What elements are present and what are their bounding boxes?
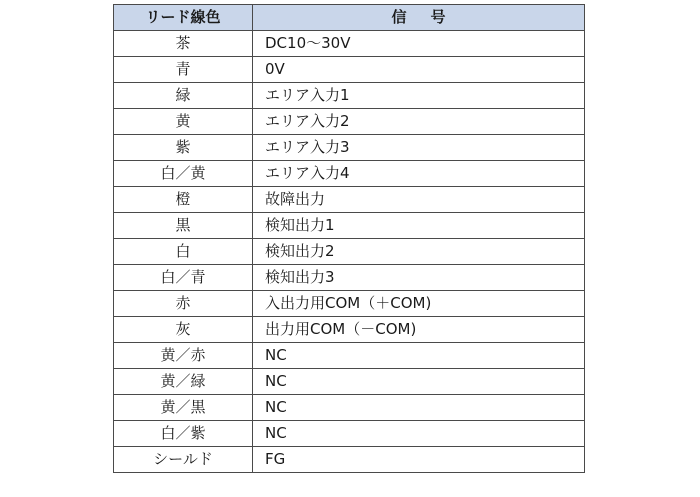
signal-cell: NC — [253, 395, 585, 421]
signal-cell: 検知出力1 — [253, 213, 585, 239]
lead-color-cell: 白 — [114, 239, 253, 265]
lead-color-cell: 灰 — [114, 317, 253, 343]
table-row — [114, 31, 585, 57]
lead-color-cell: 黄／黒 — [114, 395, 253, 421]
table-body — [114, 31, 585, 473]
table-row — [114, 187, 585, 213]
signal-cell: エリア入力1 — [253, 83, 585, 109]
lead-color-cell: 青 — [114, 57, 253, 83]
signal-cell: エリア入力2 — [253, 109, 585, 135]
table-row — [114, 109, 585, 135]
lead-color-cell: 黄／赤 — [114, 343, 253, 369]
table-header — [114, 5, 585, 31]
lead-color-cell: シールド — [114, 447, 253, 473]
signal-cell: 故障出力 — [253, 187, 585, 213]
table-row — [114, 447, 585, 473]
signal-cell: FG — [253, 447, 585, 473]
table-row — [114, 291, 585, 317]
lead-color-cell: 緑 — [114, 83, 253, 109]
table-row — [114, 343, 585, 369]
header-signal-label: 信号 — [391, 8, 470, 26]
signal-cell: NC — [253, 421, 585, 447]
table-row — [114, 265, 585, 291]
table-row — [114, 317, 585, 343]
table-row — [114, 369, 585, 395]
signal-cell: 0V — [253, 57, 585, 83]
lead-color-cell: 黒 — [114, 213, 253, 239]
signal-cell: 出力用COM（－COM) — [253, 317, 585, 343]
signal-cell: 検知出力3 — [253, 265, 585, 291]
lead-color-cell: 黄／緑 — [114, 369, 253, 395]
signal-cell: NC — [253, 343, 585, 369]
table-row — [114, 395, 585, 421]
lead-color-cell: 白／青 — [114, 265, 253, 291]
table-row — [114, 239, 585, 265]
header-lead-color: リード線色 — [114, 5, 253, 31]
table-row — [114, 57, 585, 83]
table-row — [114, 135, 585, 161]
lead-color-cell: 黄 — [114, 109, 253, 135]
header-signal — [253, 5, 585, 31]
table-row — [114, 161, 585, 187]
lead-wire-signal-table — [113, 4, 585, 473]
table-row — [114, 83, 585, 109]
signal-cell: 入出力用COM（＋COM) — [253, 291, 585, 317]
lead-color-cell: 赤 — [114, 291, 253, 317]
signal-cell: エリア入力3 — [253, 135, 585, 161]
signal-cell: NC — [253, 369, 585, 395]
lead-color-cell: 橙 — [114, 187, 253, 213]
table-row — [114, 421, 585, 447]
lead-color-cell: 白／紫 — [114, 421, 253, 447]
signal-cell: DC10～30V — [253, 31, 585, 57]
signal-cell: 検知出力2 — [253, 239, 585, 265]
header-row — [114, 5, 585, 31]
table-row — [114, 213, 585, 239]
lead-color-cell: 白／黄 — [114, 161, 253, 187]
lead-color-cell: 茶 — [114, 31, 253, 57]
signal-cell: エリア入力4 — [253, 161, 585, 187]
lead-color-cell: 紫 — [114, 135, 253, 161]
